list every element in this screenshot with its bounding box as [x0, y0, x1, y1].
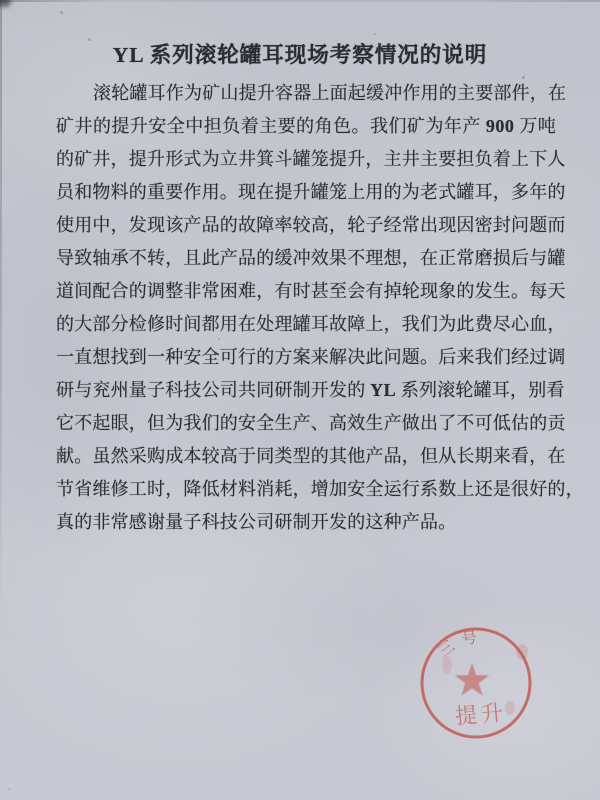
scan-edge-left — [0, 0, 2, 624]
body-text: 系列滚轮罐耳，别看 — [396, 380, 565, 400]
seal-faint-character-smudge — [505, 701, 515, 715]
document-line — [56, 341, 566, 374]
official-seal — [401, 608, 551, 758]
body-text: 它不起眼，但为我们的安全生产、高效生产做出了不可低估的贡 — [56, 413, 566, 433]
document-line — [56, 374, 565, 407]
document-line — [56, 275, 566, 308]
body-text: 研与兖州量子科技公司共同研制开发的 — [56, 380, 371, 400]
body-text: 员和物料的重要作用。现在提升罐笼上用的为老式罐耳，多年的 — [56, 182, 566, 202]
document-line — [56, 242, 566, 275]
star-icon — [455, 663, 489, 696]
seal-arc-text: 三号 — [435, 629, 485, 661]
body-text: 真的非常感谢量子科技公司研制开发的这种产品。 — [56, 512, 457, 532]
body-text: 滚轮罐耳作为矿山提升容器上面起缓冲作用的主要部件，在 — [93, 83, 567, 103]
body-text: 一直想找到一种安全可行的方案来解决此问题。后来我们经过调 — [56, 347, 566, 367]
body-text: 的矿井，提升形式为立井箕斗罐笼提升，主井主要担负着上下人 — [56, 149, 566, 169]
document-line — [56, 176, 566, 209]
body-text: 道间配合的调整非常困难，有时甚至会有掉轮现象的发生。每天 — [56, 281, 566, 301]
document-body — [56, 77, 584, 539]
ink-speck — [60, 11, 63, 14]
document-line — [56, 407, 566, 440]
body-text: 献。虽然采购成本较高于同类型的其他产品，但从长期来看，在 — [56, 446, 566, 466]
document-line — [56, 110, 556, 143]
body-text: 使用中，发现该产品的故障率较高，轮子经常出现因密封问题而 — [56, 215, 566, 235]
document-line — [56, 209, 566, 242]
document-line — [56, 143, 566, 176]
document-line — [56, 506, 556, 539]
scan-edge-top — [0, 0, 600, 2]
bold-text: 900 — [485, 116, 515, 136]
seal-arc-text-holder — [435, 628, 485, 660]
body-text: 万吨 — [514, 116, 556, 136]
seal-faint-character-smudge — [516, 644, 528, 660]
body-text: 的大部分检修时间都用在处理罐耳故障上，我们为此费尽心血， — [56, 314, 566, 334]
document-line — [56, 77, 567, 110]
scan-corner-smudge — [0, 0, 11, 7]
seal-faint-character-smudge — [442, 656, 452, 674]
body-text: 导致轴承不转，且此产品的缓冲效果不理想，在正常磨损后与罐 — [56, 248, 566, 268]
document-title: YL 系列滚轮罐耳现场考察情况的说明 — [112, 43, 488, 67]
document-line — [56, 308, 566, 341]
document-line — [56, 473, 584, 506]
bold-text: YL — [370, 380, 397, 400]
body-text: 矿井的提升安全中担负着主要的角色。我们矿为年产 — [56, 116, 486, 136]
ink-speck — [374, 33, 376, 35]
seal-bottom-text: 提升 — [454, 699, 509, 730]
document-line — [56, 440, 566, 473]
body-text: 节省维修工时，降低材料消耗，增加安全运行系数上还是很好的， — [56, 479, 584, 499]
ink-speck — [8, 788, 11, 790]
